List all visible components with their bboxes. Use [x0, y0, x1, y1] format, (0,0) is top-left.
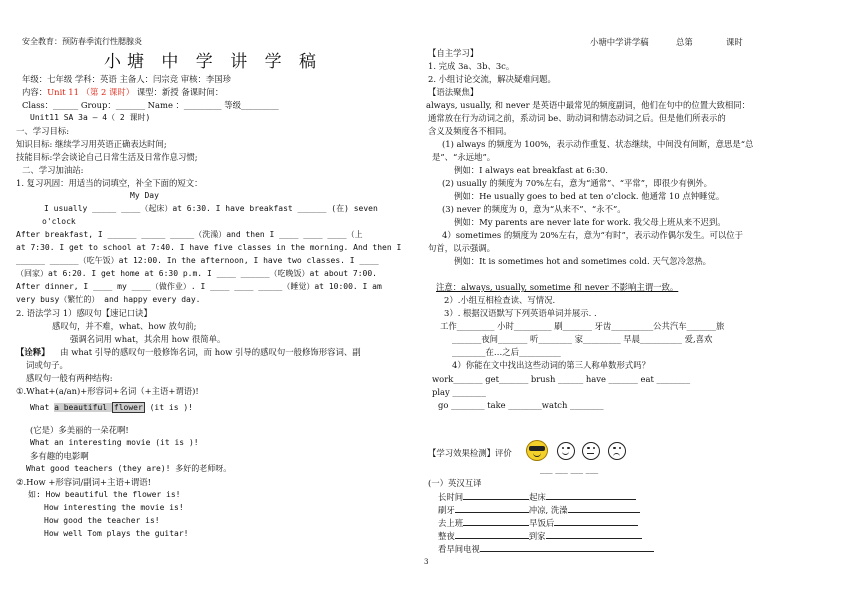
- example-text: (it is )!: [144, 403, 193, 412]
- check-heading: 【学习效果检测】评价: [428, 448, 512, 458]
- example-2: What an interesting movie (it is )!: [30, 438, 199, 447]
- grammar-text: 是”、“永远地”。: [432, 152, 496, 162]
- grammar-example: 例如：My parents are never late for work. 我父母上班从来不迟到。: [454, 217, 726, 227]
- task-4: 4）你能在文中找出这些动词的第三人称单数形式吗？: [452, 360, 650, 370]
- rating-blanks: ___ ___ ___ ___: [540, 464, 599, 474]
- answer-blank[interactable]: [463, 490, 529, 500]
- passage-line: （回家）at 6:20. I get home at 6:30 p.m. I ____ ______（吃晚饭）at about 7:00.: [16, 269, 377, 278]
- knowledge-goal: 知识目标: 继续学习用英语正确表达时间;: [16, 139, 167, 149]
- explanation-line: [16, 347, 361, 357]
- rating-faces: [526, 440, 631, 461]
- self-study-heading: 【自主学习】: [428, 48, 479, 58]
- structure-2: ②.How +形容词/副词+主语+谓语!: [16, 477, 151, 487]
- task-2: 2）.小组互相检查读、写情况.: [444, 295, 556, 305]
- dictation-line: _______夜间_______ 听________ 家_________ 早晨__________ 爱,喜欢: [452, 334, 713, 344]
- example-text: What: [30, 403, 55, 412]
- boxed-noun: flower: [113, 403, 143, 412]
- term: 去上班: [438, 518, 464, 528]
- term: 长时间: [438, 492, 464, 502]
- meta-content-label: 内容：: [22, 87, 48, 97]
- safety-note: 安全教育：预防春季流行性腮腺炎: [22, 37, 142, 46]
- translation-row: [438, 503, 640, 515]
- example-3: What good teachers (they are)! 多好的老师呀。: [26, 464, 232, 473]
- header-school: 小塘中学讲学稿: [590, 37, 649, 47]
- neutral-face-icon[interactable]: [582, 442, 600, 460]
- class-info-line: Class：______ Group：_______ Name ：_________ 等级_________: [22, 100, 279, 110]
- translation-row: [438, 542, 654, 554]
- verb-line: go ________ take ________watch ________: [438, 400, 604, 410]
- grammar-focus-heading: 【语法聚焦】: [428, 87, 479, 97]
- grammar-text: 4）sometimes 的频度为 20%左右，意为“有时”，表示动作偶尔发生。可以位于: [442, 230, 744, 240]
- review-instruction: 1. 复习巩固：用适当的词填空，补全下面的短文：: [16, 178, 203, 188]
- header-lesson: 课时: [726, 37, 743, 47]
- term: 整夜: [438, 531, 455, 541]
- task-3: 3）. 根据汉语默写下列英语单词并展示. .: [444, 308, 597, 318]
- cool-face-icon[interactable]: [526, 440, 548, 461]
- how-example: 如: How beautiful the flower is!: [28, 490, 181, 499]
- skill-goal: 技能目标:学会谈论自己日常生活及日常作息习惯;: [16, 152, 198, 162]
- page-number: 3: [424, 558, 429, 566]
- section-station: 二、学习加油站:: [22, 165, 84, 175]
- unit-lesson: Unit 11 （第 2 课时）: [47, 87, 135, 97]
- term: 到家: [528, 531, 546, 541]
- grammar-text: (2) usually 的频度为 70%左右，意为“通常”、“平常”，即很少有例外。: [442, 178, 713, 188]
- grammar-text: (3) never 的频度为 0，意为“从来不”、“永不”。: [442, 204, 626, 214]
- grammar-text: 含义及频度各不相同。: [428, 126, 512, 136]
- grammar-text: always, usually, 和 never 是英语中最常见的频度副词，他们在句中的位置大致相同：: [426, 100, 751, 110]
- self-study-item: 1. 完成 3a、3b、3c。: [428, 61, 515, 71]
- structures-heading: 感叹句一般有两种结构:: [26, 373, 113, 383]
- passage-line: After dinner, I ____ my ____（做作业）. I ____ ____ _____（睡觉）at 10:00. I am: [16, 282, 382, 291]
- passage-line: o'clock: [42, 217, 76, 226]
- how-example: How good the teacher is!: [44, 516, 160, 525]
- grammar-example: 例如：It is sometimes hot and sometimes cold. 天气忽冷忽热。: [454, 256, 711, 266]
- unit-line: Unit11 SA 3a — 4（ 2 课时): [30, 113, 151, 122]
- attention-note: 注意：always, usually, sometime 和 never 不影响主谓一致。: [436, 282, 679, 292]
- header-total: 总第: [676, 37, 693, 47]
- grammar-example: 例如：I always eat breakfast at 6:30.: [454, 165, 608, 175]
- grammar-heading: 2. 语法学习 1）感叹句【速记口诀】: [16, 308, 152, 318]
- example-1: [30, 403, 193, 413]
- dictation-line: 工作_________ 小时_________ 刷_______ 牙齿__________公共汽车_______旅: [440, 321, 725, 331]
- self-study-item: 2. 小组讨论交流，解决疑难问题。: [428, 74, 556, 84]
- translation-row: [438, 516, 638, 528]
- example-1-translation: (它是）多美丽的一朵花啊!: [30, 425, 129, 435]
- term: 早饭后: [529, 518, 555, 528]
- answer-blank[interactable]: [480, 542, 654, 552]
- grammar-text: (1) always 的频度为 100%，表示动作重复、状态继续，中间没有间断，意思是“总: [442, 139, 754, 149]
- translation-row: [438, 490, 636, 502]
- grammar-text: 通常放在行为动词之前，系动词 be、助动词和情态动词之后。但是他们所表示的: [428, 113, 726, 123]
- sad-face-icon[interactable]: [608, 442, 626, 460]
- passage-line: After breakfast, I ______ _____ _____（洗澡）and then I ____ ____ ____（上: [16, 230, 363, 239]
- highlighted-phrase: a beautiful: [54, 403, 112, 412]
- verb-line: play ________: [432, 387, 486, 397]
- passage-title: My Day: [130, 191, 159, 200]
- smile-face-icon[interactable]: [557, 442, 575, 460]
- grammar-text: 句首，以示强调。: [428, 243, 495, 253]
- meta-lesson-type: 课型：新授 备课时间：: [136, 87, 224, 97]
- verb-line: work_______ get_______ brush ______ have _______ eat ________: [432, 374, 691, 384]
- meta-line-1: 年级：七年级 学科：英语 主备人：闫宗竞 审核：李国珍: [22, 74, 231, 84]
- answer-blank[interactable]: [546, 529, 642, 539]
- explanation-tag: 【诠释】: [16, 347, 50, 357]
- section-goals: 一、学习目标:: [16, 126, 70, 136]
- passage-line: I usually _____ ____（起床）at 6:30. I have breakfast ______ (在) seven: [44, 204, 378, 213]
- explanation-text: 由 what 引导的感叹句一般修饰名词，而 how 引导的感叹句一般修饰形容词、副: [60, 347, 361, 357]
- answer-blank[interactable]: [554, 516, 638, 526]
- how-example: How interesting the movie is!: [44, 503, 184, 512]
- rhyme-line: 感叹句，并不难，what、how 放句前;: [52, 321, 197, 331]
- translation-row: [438, 529, 642, 541]
- how-example: How well Tom plays the guitar!: [44, 529, 189, 538]
- answer-blank[interactable]: [455, 503, 529, 513]
- explanation-line-2: 词或句子。: [26, 360, 68, 370]
- term: 冲凉, 洗澡: [528, 505, 568, 515]
- term: 看早间电视: [438, 544, 480, 554]
- meta-line-2: [22, 87, 223, 97]
- answer-blank[interactable]: [546, 490, 636, 500]
- answer-blank[interactable]: [463, 516, 529, 526]
- example-2-translation: 多有趣的电影啊: [30, 451, 89, 461]
- grammar-example: 例如：He usually goes to bed at ten o’clock. 他通常 10 点钟睡觉。: [454, 191, 725, 201]
- translation-heading: (一）英汉互译: [428, 478, 482, 488]
- answer-blank[interactable]: [455, 529, 529, 539]
- dictation-line: ________在…之后__________: [452, 347, 561, 357]
- term: 起床: [529, 492, 546, 502]
- passage-line: ______ ______（吃午饭）at 12:00. In the afternoon, I have two classes. I ____: [16, 256, 379, 265]
- doc-title: 小塘 中 学 讲 学 稿: [104, 52, 323, 72]
- structure-1: ①.What+(a/an)+形容词+名词（+主语+谓语)!: [16, 386, 199, 396]
- passage-line: at 7:30. I get to school at 7:40. I have five classes in the morning. And then I: [16, 243, 402, 252]
- rhyme-line: 强调名词用 what，其余用 how 很简单。: [70, 334, 226, 344]
- term: 刷牙: [438, 505, 455, 515]
- answer-blank[interactable]: [568, 503, 640, 513]
- passage-line: very busy（繁忙的） and happy every day.: [16, 295, 201, 304]
